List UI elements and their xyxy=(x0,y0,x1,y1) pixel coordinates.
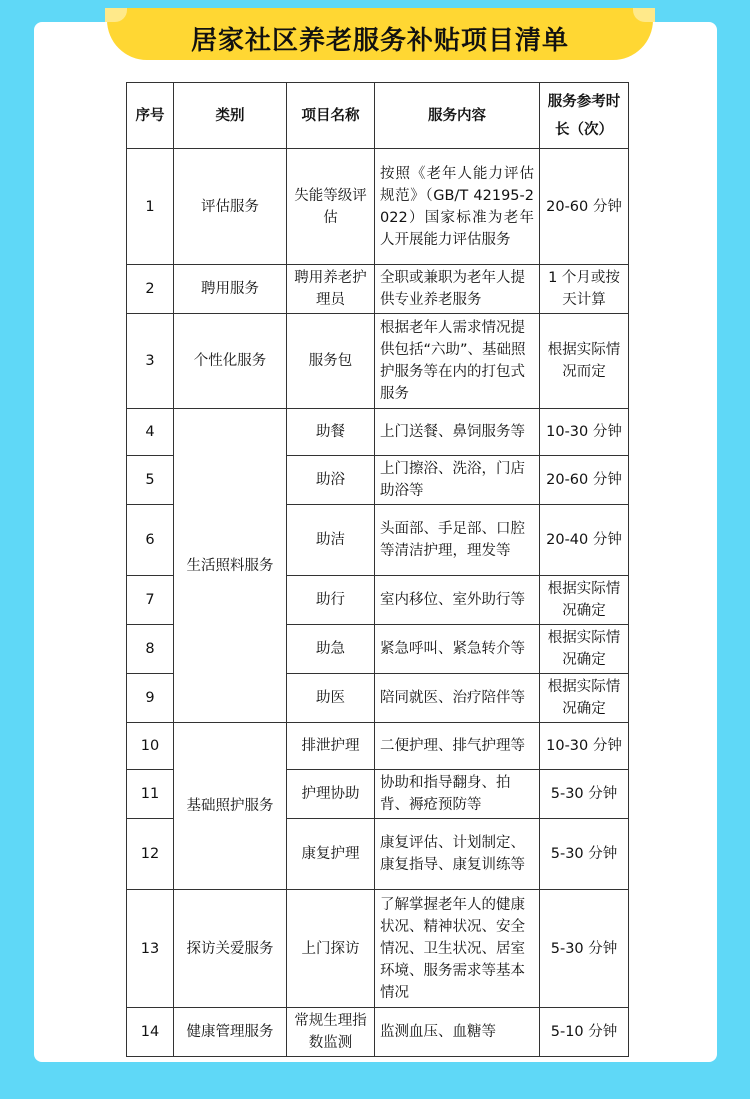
cell-item: 助医 xyxy=(287,674,375,723)
cell-content: 监测血压、血糖等 xyxy=(375,1008,540,1057)
cell-content: 按照《老年人能力评估规范》（GB/T 42195-2022）国家标准为老年人开展能力评估服务 xyxy=(375,149,540,265)
cell-category: 聘用服务 xyxy=(174,265,287,314)
cell-duration: 5-30 分钟 xyxy=(540,819,629,890)
cell-category: 探访关爱服务 xyxy=(174,890,287,1008)
cell-duration: 10-30 分钟 xyxy=(540,723,629,770)
cell-duration: 5-10 分钟 xyxy=(540,1008,629,1057)
cell-duration: 根据实际情况确定 xyxy=(540,674,629,723)
cell-no: 7 xyxy=(127,576,174,625)
cell-item: 助急 xyxy=(287,625,375,674)
cell-item: 助浴 xyxy=(287,456,375,505)
cell-content: 上门擦浴、洗浴，门店助浴等 xyxy=(375,456,540,505)
cell-content: 头面部、手足部、口腔等清洁护理，理发等 xyxy=(375,505,540,576)
cell-content: 室内移位、室外助行等 xyxy=(375,576,540,625)
table-row xyxy=(127,1008,629,1057)
table-row xyxy=(127,723,629,770)
cell-item: 助餐 xyxy=(287,409,375,456)
cell-content: 全职或兼职为老年人提供专业养老服务 xyxy=(375,265,540,314)
cell-duration: 根据实际情况确定 xyxy=(540,576,629,625)
cell-no: 3 xyxy=(127,314,174,409)
cell-item: 排泄护理 xyxy=(287,723,375,770)
cell-category: 评估服务 xyxy=(174,149,287,265)
cell-no: 6 xyxy=(127,505,174,576)
cell-duration: 10-30 分钟 xyxy=(540,409,629,456)
table-row xyxy=(127,409,629,456)
cell-content: 二便护理、排气护理等 xyxy=(375,723,540,770)
header-duration: 服务参考时长（次） xyxy=(540,83,629,149)
cell-category: 生活照料服务 xyxy=(174,409,287,723)
table-row xyxy=(127,314,629,409)
cell-item: 失能等级评估 xyxy=(287,149,375,265)
cell-content: 根据老年人需求情况提供包括“六助”、基础照护服务等在内的打包式服务 xyxy=(375,314,540,409)
cell-duration: 5-30 分钟 xyxy=(540,770,629,819)
cell-no: 10 xyxy=(127,723,174,770)
header-content: 服务内容 xyxy=(375,83,540,149)
cell-item: 护理协助 xyxy=(287,770,375,819)
subsidy-table xyxy=(126,82,629,1057)
cell-content: 紧急呼叫、紧急转介等 xyxy=(375,625,540,674)
cell-item: 常规生理指数监测 xyxy=(287,1008,375,1057)
cell-duration: 5-30 分钟 xyxy=(540,890,629,1008)
cell-content: 上门送餐、鼻饲服务等 xyxy=(375,409,540,456)
cell-no: 11 xyxy=(127,770,174,819)
page-title: 居家社区养老服务补贴项目清单 xyxy=(190,26,569,56)
cell-content: 陪同就医、治疗陪伴等 xyxy=(375,674,540,723)
cell-duration: 1 个月或按天计算 xyxy=(540,265,629,314)
table-row xyxy=(127,149,629,265)
cell-no: 8 xyxy=(127,625,174,674)
cell-content: 协助和指导翻身、拍背、褥疮预防等 xyxy=(375,770,540,819)
title-banner xyxy=(107,8,653,60)
cell-content: 康复评估、计划制定、康复指导、康复训练等 xyxy=(375,819,540,890)
cell-duration: 根据实际情况确定 xyxy=(540,625,629,674)
header-item: 项目名称 xyxy=(287,83,375,149)
cell-item: 助洁 xyxy=(287,505,375,576)
cell-no: 5 xyxy=(127,456,174,505)
table-row xyxy=(127,890,629,1008)
cell-duration: 20-40 分钟 xyxy=(540,505,629,576)
cell-item: 服务包 xyxy=(287,314,375,409)
cell-category: 健康管理服务 xyxy=(174,1008,287,1057)
cell-item: 聘用养老护理员 xyxy=(287,265,375,314)
cell-no: 9 xyxy=(127,674,174,723)
cell-no: 14 xyxy=(127,1008,174,1057)
cell-content: 了解掌握老年人的健康状况、精神状况、安全情况、卫生状况、居室环境、服务需求等基本情况 xyxy=(375,890,540,1008)
cell-duration: 根据实际情况而定 xyxy=(540,314,629,409)
cell-no: 12 xyxy=(127,819,174,890)
cell-no: 1 xyxy=(127,149,174,265)
cell-duration: 20-60 分钟 xyxy=(540,149,629,265)
cell-duration: 20-60 分钟 xyxy=(540,456,629,505)
cell-no: 13 xyxy=(127,890,174,1008)
cell-item: 康复护理 xyxy=(287,819,375,890)
cell-category: 个性化服务 xyxy=(174,314,287,409)
header-no: 序号 xyxy=(127,83,174,149)
cell-no: 2 xyxy=(127,265,174,314)
table-row xyxy=(127,265,629,314)
cell-item: 上门探访 xyxy=(287,890,375,1008)
header-category: 类别 xyxy=(174,83,287,149)
cell-category: 基础照护服务 xyxy=(174,723,287,890)
cell-item: 助行 xyxy=(287,576,375,625)
cell-no: 4 xyxy=(127,409,174,456)
table-header-row xyxy=(127,83,629,149)
